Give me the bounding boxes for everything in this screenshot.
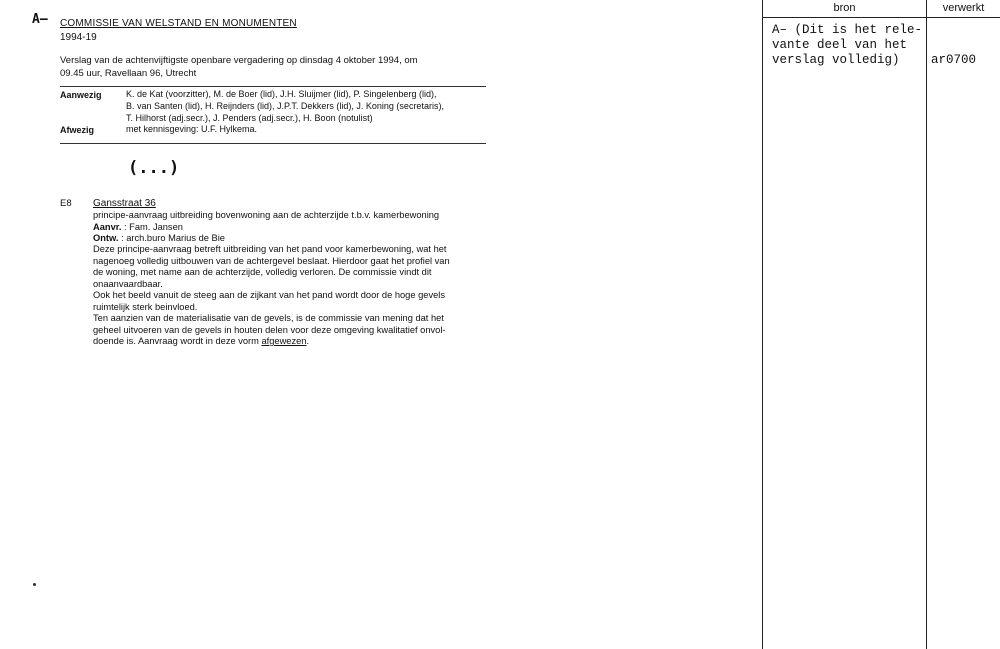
body-line-9 <box>93 336 309 346</box>
body-line-5: Ook het beeld vanuit de steeg aan de zijkant van het pand wordt door de hoge gevels <box>93 290 445 300</box>
present-line-2: B. van Santen (lid), H. Reijnders (lid), J.P.T. Dekkers (lid), J. Koning (secretaris), <box>126 101 444 111</box>
body-line-4: onaanvaardbaar. <box>93 279 163 289</box>
item-code: E8 <box>60 198 72 209</box>
body-line-1: Deze principe-aanvraag betreft uitbreiding van het pand voor kamerbewoning, wat het <box>93 244 447 254</box>
intro-line-2: 09.45 uur, Ravellaan 96, Utrecht <box>60 68 197 79</box>
column-header-rule <box>762 17 1000 18</box>
item-street: Gansstraat 36 <box>93 198 156 209</box>
column-divider-right <box>926 0 927 649</box>
body-line-2: nagenoeg volledig uitbouwen van de achtergevel beslaat. Hierdoor gaat het profiel van <box>93 256 450 266</box>
stray-dot <box>33 583 36 586</box>
verwerkt-code: ar0700 <box>931 53 977 67</box>
omission-ellipsis: (...) <box>128 158 180 178</box>
absent-text: met kennisgeving: U.F. Hylkema. <box>126 124 258 134</box>
bron-note-line-2: vante deel van het <box>772 38 908 52</box>
applicant-value: : Fam. Jansen <box>124 222 183 232</box>
verdict-end: . <box>306 336 310 346</box>
column-divider-left <box>762 0 763 649</box>
document-title: COMMISSIE VAN WELSTAND EN MONUMENTEN <box>60 18 297 29</box>
item-subject: principe-aanvraag uitbreiding bovenwoning aan de achterzijde t.b.v. kamerbewoning <box>93 210 440 220</box>
body-line-8: geheel uitvoeren van de gevels in houten delen voor deze omgeving kwalitatief onvol- <box>93 325 446 335</box>
divider-bottom <box>60 143 486 144</box>
bron-note-line-1: A– (Dit is het rele- <box>772 23 923 37</box>
designer-value: : arch.buro Marius de Bie <box>121 233 225 243</box>
bron-note-line-3: verslag volledig) <box>772 53 900 67</box>
present-line-1: K. de Kat (voorzitter), M. de Boer (lid), J.H. Sluijmer (lid), P. Singelenberg (lid), <box>126 89 437 99</box>
present-line-3: T. Hilhorst (adj.secr.), J. Penders (adj.secr.), H. Boon (notulist) <box>126 113 373 123</box>
applicant-row <box>93 222 183 232</box>
document-code: 1994-19 <box>60 32 97 43</box>
absent-label: Afwezig <box>60 125 95 135</box>
section-marker: A– <box>32 12 48 27</box>
present-label: Aanwezig <box>60 90 102 100</box>
verdict-text: afgewezen <box>261 336 307 346</box>
body-line-9-text: doende is. Aanvraag wordt in deze vorm <box>93 336 259 346</box>
verwerkt-header: verwerkt <box>942 2 985 14</box>
divider-top <box>60 86 486 87</box>
designer-label: Ontw. <box>93 233 119 243</box>
applicant-label: Aanvr. <box>93 222 122 232</box>
designer-row <box>93 233 225 243</box>
body-line-3: de woning, met name aan de achterzijde, volledig verloren. De commissie vindt dit <box>93 267 432 277</box>
intro-line-1: Verslag van de achtenvijftigste openbare vergadering op dinsdag 4 oktober 1994, om <box>60 55 418 66</box>
bron-header: bron <box>833 2 856 14</box>
body-line-6: ruimtelijk sterk beinvloed. <box>93 302 198 312</box>
body-line-7: Ten aanzien van de materialisatie van de gevels, is de commissie van mening dat het <box>93 313 444 323</box>
